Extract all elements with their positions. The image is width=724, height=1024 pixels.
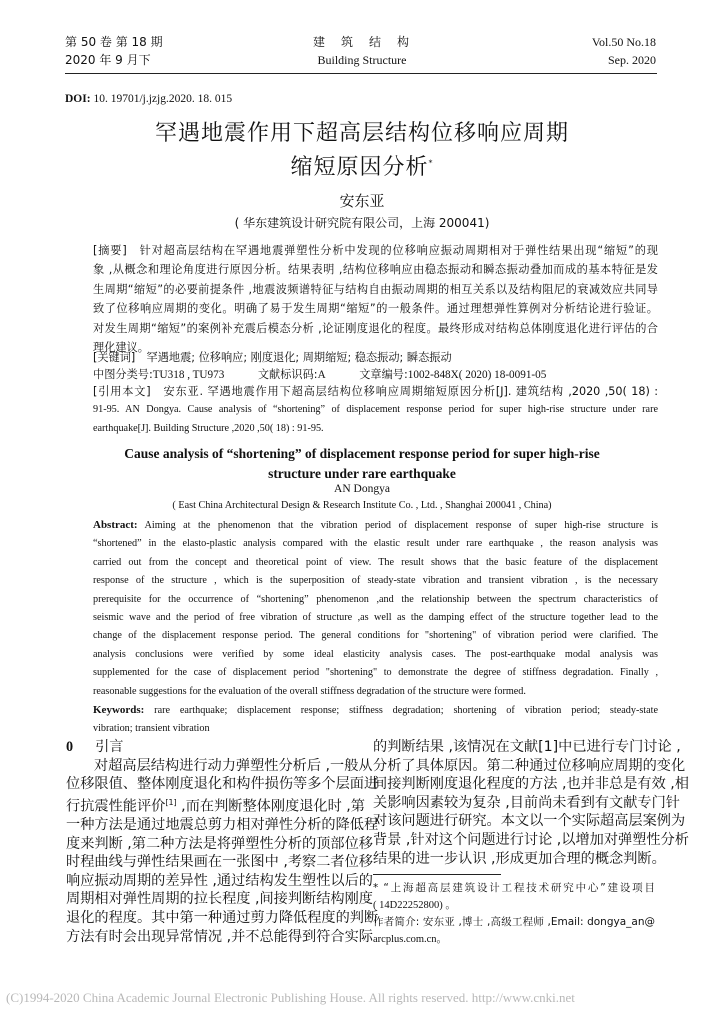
keywords-value: 罕遇地震; 位移响应; 刚度退化; 周期缩短; 稳态振动; 瞬态振动 <box>146 351 452 364</box>
body-line: 结果的进一步认识 ,形成更加合理的概念判断。 <box>373 850 666 867</box>
journal-name-cn: 建 筑 结 构 <box>312 35 411 49</box>
doc-code-label: 文献标识码: <box>257 368 318 381</box>
body-line: 对超高层结构进行动力弹塑性分析后 ,一般从 <box>94 757 373 774</box>
abstract-en-line: carried out from the concept and theoretical point of view. The result shows that the basic feature of the displacement <box>93 556 658 568</box>
abstract-cn <box>93 241 658 357</box>
body-line: 背景 ,针对这个问题进行讨论 ,以增加对弹塑性分析 <box>373 831 689 848</box>
abstract-line: 针对超高层结构在罕遇地震弹塑性分析中发现的位移响应振动周期相对于弹性结果出现“缩短”的现 <box>139 244 658 257</box>
volume-en: Vol.50 No.18 <box>591 35 656 49</box>
article-no-label: 文章编号: <box>359 368 408 381</box>
body-line: 一种方法是通过地震总剪力相对弹性分析的降低程 <box>66 817 379 834</box>
page-title <box>0 116 724 181</box>
affiliation-en: ( East China Architectural Design & Research Institute Co. , Ltd. , Shanghai 200041 , China) <box>172 500 552 511</box>
body-line: ,而在判断整体刚度退化时 ,第 <box>176 798 365 815</box>
article-no-value: 1002-848X( 2020) 18-0091-05 <box>407 369 547 381</box>
doi-link[interactable]: 10. 19701/j.jzjg.2020. 18. 015 <box>93 93 233 105</box>
doi-label: DOI: <box>65 93 91 105</box>
body-line: 周期相对弹性周期的拉长程度 ,间接判断结构刚度 <box>66 891 373 908</box>
abstract-en-line: reasonable suggestions for the evaluation of the overall stiffness degradation of the structure were formed. <box>93 685 526 697</box>
volume-issue: 第 50 卷 第 18 期 <box>65 35 163 49</box>
citation-label: [引用本文] <box>93 385 151 398</box>
watermark: (C)1994-2020 China Academic Journal Electronic Publishing House. All rights reserved. http://www.cnki.net <box>6 990 575 1005</box>
abstract-en-line: response of the structure , which is the superposition of steady-state vibration and transient vibration , is the necessary <box>93 575 658 587</box>
body-line: 对该问题进行研究。本文以一个实际超高层案例为 <box>373 813 686 830</box>
abstract-en-line: prerequisite for the occurrence of “shortening” phenomenon ,and the relationship between the spectrum characteristics of <box>93 593 658 605</box>
author-en: AN Dongya <box>334 483 390 495</box>
issue-info <box>65 33 163 69</box>
abstract-line: 致了位移响应周期的变化。明确了易于发生周期“缩短”的一般条件。通过理想弹性算例对分析结论进行验证。 <box>93 302 658 316</box>
abstract-en-line: “shortened” in the elasto-plastic analysis compared with the elastic result under rare earthquake , the reason analysis was <box>93 538 658 550</box>
title-en-line: Cause analysis of “shortening” of displacement response period for super high-rise <box>124 446 600 461</box>
abstract-en-label: Abstract: <box>93 519 138 531</box>
journal-name-en: Building Structure <box>317 53 407 67</box>
issue-date: 2020 年 9 月下 <box>65 53 151 67</box>
abstract-en-line: analysis conclusions were verified by some ideal elasticity analysis cases. The post-earthquake modal analysis was <box>93 648 658 660</box>
body-line: 时程曲线与弹性结果画在一张图中 ,考察二者位移 <box>66 854 373 871</box>
title-line: 罕遇地震作用下超高层结构位移响应周期 <box>154 121 569 146</box>
journal-name <box>262 33 462 69</box>
body-line: 度来判断 ,第二种方法是将弹塑性分析的顶部位移 <box>66 835 373 852</box>
abstract-en <box>93 516 658 739</box>
footnote-line: * “上海超高层建筑设计工程技术研究中心”建设项目 <box>373 882 655 894</box>
abstract-line: 对发生周期“缩短”的案例补充震后模态分析 ,论证刚度退化的程度。最终形成对结构总体刚度退化进行评估的合 <box>93 321 658 335</box>
doc-code-value: A <box>317 369 326 381</box>
body-line: 分析了具体原因。第二种通过位移响应周期的变化 <box>373 757 686 774</box>
body-line: 位移限值、整体刚度退化和构件损伤等多个层面进 <box>66 776 379 793</box>
body-right-column <box>373 738 689 868</box>
title-line: 缩短原因分析 <box>290 155 429 180</box>
author-cn: 安东亚 <box>339 192 385 210</box>
citation-line: 91-95. AN Dongya. Cause analysis of “shortening” of displacement response period for super high-rise structure under rare <box>93 404 658 416</box>
abstract-en-line: seismic wave and the period of free vibration of structure ,as well as the damping effect of the structure together lead to the <box>93 612 658 624</box>
doi <box>65 93 232 105</box>
keywords-en-line: vibration; transient vibration <box>93 723 210 735</box>
abstract-label: [摘要] <box>93 244 127 257</box>
body-line: 响应振动周期的差异性 ,通过结构发生塑性以后的 <box>66 872 373 889</box>
footnote <box>373 880 655 948</box>
body-line: 退化的程度。其中第一种通过剪力降低程度的判断 <box>66 910 379 927</box>
section-number: 0 <box>66 739 74 755</box>
section-title: 引言 <box>95 739 124 755</box>
abstract-en-line: Aiming at the phenomenon that the vibration period of displacement response of super high-rise structure is <box>144 520 659 531</box>
body-left-column <box>66 738 379 946</box>
header-rule <box>65 73 657 74</box>
footnote-line: arcplus.com.cn。 <box>373 934 448 945</box>
section-heading <box>66 738 346 757</box>
abstract-line: 象 ,从概念和理论角度进行原因分析。结果表明 ,结构位移响应由稳态振动和瞬态振动叠加而成的基本特征是发 <box>93 263 658 277</box>
body-line: 关影响因素较为复杂 ,目前尚未看到有文献专门针 <box>373 794 680 811</box>
title-en-line: structure under rare earthquake <box>268 466 456 481</box>
footnote-line: ( 14D22252800) 。 <box>373 900 456 911</box>
title-footnote-mark: * <box>428 158 434 168</box>
title-en <box>0 444 724 484</box>
footnote-rule <box>373 874 501 875</box>
abstract-line: 生周期“缩短”的必要前提条件 ,地震波频谱特征与结构自由振动周期的相互关系以及结构阻尼的衰减效应共同导 <box>93 282 658 296</box>
body-line: 的判断结果 ,该情况在文献[1]中已进行专门讨论 , <box>373 739 681 755</box>
abstract-en-line: change of the displacement response period. The general conditions for "shortening" of vibration period were clarified. The <box>93 630 658 642</box>
affiliation-cn: ( 华东建筑设计研究院有限公司，上海 200041) <box>234 216 490 230</box>
body-line: 行抗震性能评价 <box>66 798 166 815</box>
reference-link[interactable]: [1] <box>165 797 177 807</box>
citation-line: 安东亚. 罕遇地震作用下超高层结构位移响应周期缩短原因分析[J]. 建筑结构 ,2020 ,50( 18) : <box>163 385 658 398</box>
clc-label: 中图分类号: <box>93 368 153 381</box>
keywords-label: [关键词] <box>93 351 136 364</box>
clc-value: TU318 , TU973 <box>152 369 225 381</box>
keywords-en-label: Keywords: <box>93 704 145 717</box>
footnote-line: 作者简介: 安东亚 ,博士 ,高级工程师 ,Email: dongya_an@ <box>373 916 655 928</box>
issue-info-en <box>592 33 656 69</box>
date-en: Sep. 2020 <box>608 53 656 67</box>
body-line: 间接判断刚度退化程度的方法 ,也并非总是有效 ,相 <box>373 776 689 793</box>
citation-line: earthquake[J]. Building Structure ,2020 ,50( 18) : 91-95. <box>93 422 324 434</box>
citation <box>93 383 658 438</box>
keywords-en-line: rare earthquake; displacement response; stiffness degradation; shortening of vibration period; steady-state <box>154 705 658 717</box>
abstract-en-line: supplemented for the case of displacement period "shortening" to demonstrate the degree of stiffness degradation. Finally , <box>93 667 658 679</box>
body-line: 方法有时会出现异常情况 ,并不总能得到符合实际 <box>66 928 373 945</box>
abstract-line: 理化建议。 <box>93 341 149 355</box>
